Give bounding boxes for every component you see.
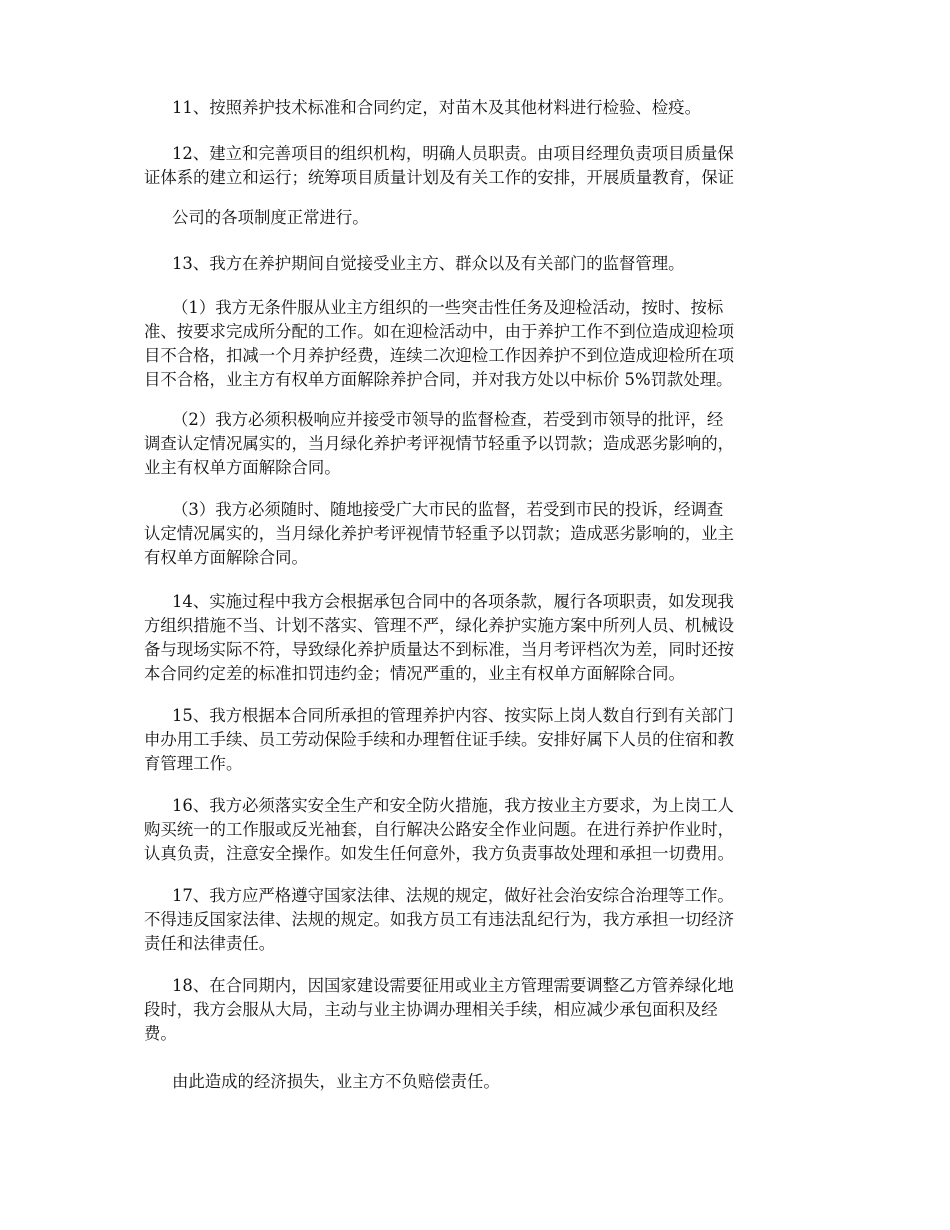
paragraph-17 — [144, 884, 824, 956]
text-line: 责任和法律责任。 — [144, 934, 276, 953]
paragraph-13-3 — [144, 498, 824, 570]
text-line: 11、按照养护技术标准和合同约定，对苗木及其他材料进行检验、检疫。 — [172, 98, 701, 117]
text-line: 12、建立和完善项目的组织机构，明确人员职责。由项目经理负责项目质量保 — [172, 144, 734, 163]
paragraph-13-2 — [144, 408, 824, 480]
text-line: 费。 — [144, 1024, 177, 1043]
text-line: 目不合格，业主方有权单方面解除养护合同，并对我方处以中标价 5%罚款处理。 — [144, 370, 733, 389]
text-line: 申办用工手续、员工劳动保险手续和办理暂住证手续。安排好属下人员的住宿和教 — [144, 730, 735, 749]
text-line: （3）我方必须随时、随地接受广大市民的监督，若受到市民的投诉，经调查 — [172, 500, 724, 519]
text-line: 育管理工作。 — [144, 754, 243, 773]
text-line: （2）我方必须积极响应并接受市领导的监督检查，若受到市领导的批评，经 — [172, 410, 724, 429]
text-line: 13、我方在养护期间自觉接受业主方、群众以及有关部门的监督管理。 — [172, 254, 685, 273]
text-line: 方组织措施不当、计划不落实、管理不严，绿化养护实施方案中所列人员、机械设 — [144, 616, 735, 635]
text-line: 认真负责，注意安全操作。如发生任何意外，我方负责事故处理和承担一切费用。 — [144, 844, 735, 863]
text-line: 17、我方应严格遵守国家法律、法规的规定，做好社会治安综合治理等工作。 — [172, 886, 734, 905]
text-line: 14、实施过程中我方会根据承包合同中的各项条款，履行各项职责，如发现我 — [172, 592, 734, 611]
paragraph-18 — [144, 974, 824, 1046]
closing-paragraph — [172, 1070, 812, 1094]
text-line: 购买统一的工作服或反光袖套，自行解决公路安全作业问题。在进行养护作业时， — [144, 820, 735, 839]
paragraph-14 — [144, 590, 824, 686]
paragraph-11 — [172, 96, 812, 120]
text-line: 本合同约定差的标准扣罚违约金；情况严重的，业主有权单方面解除合同。 — [144, 664, 685, 683]
text-line: 准、按要求完成所分配的工作。如在迎检活动中，由于养护工作不到位造成迎检项 — [144, 322, 735, 341]
text-line: （1）我方无条件服从业主方组织的一些突击性任务及迎检活动，按时、按标 — [172, 298, 724, 317]
paragraph-13 — [172, 252, 812, 276]
paragraph-12 — [144, 142, 824, 190]
text-line: 目不合格，扣减一个月养护经费，连续二次迎检工作因养护不到位造成迎检所在项 — [144, 346, 735, 365]
paragraph-12-cont — [172, 206, 812, 230]
text-line: 段时，我方会服从大局，主动与业主协调办理相关手续，相应减少承包面积及经 — [144, 1000, 718, 1019]
paragraph-16 — [144, 794, 824, 866]
text-line: 15、我方根据本合同所承担的管理养护内容、按实际上岗人数自行到有关部门 — [172, 706, 734, 725]
text-line: 由此造成的经济损失，业主方不负赔偿责任。 — [172, 1072, 500, 1091]
text-line: 18、在合同期内，因国家建设需要征用或业主方管理需要调整乙方管养绿化地 — [172, 976, 734, 995]
text-line: 证体系的建立和运行；统筹项目质量计划及有关工作的安排，开展质量教育，保证 — [144, 168, 735, 187]
text-line: 业主有权单方面解除合同。 — [144, 458, 341, 477]
paragraph-15 — [144, 704, 824, 776]
text-line: 公司的各项制度正常进行。 — [172, 208, 369, 227]
paragraph-13-1 — [144, 296, 824, 392]
text-line: 16、我方必须落实安全生产和安全防火措施，我方按业主方要求，为上岗工人 — [172, 796, 734, 815]
text-line: 调查认定情况属实的，当月绿化养护考评视情节轻重予以罚款；造成恶劣影响的， — [144, 434, 735, 453]
text-line: 备与现场实际不符，导致绿化养护质量达不到标准，当月考评档次为差，同时还按 — [144, 640, 735, 659]
text-line: 有权单方面解除合同。 — [144, 548, 308, 567]
text-line: 不得违反国家法律、法规的规定。如我方员工有违法乱纪行为，我方承担一切经济 — [144, 910, 735, 929]
text-line: 认定情况属实的，当月绿化养护考评视情节轻重予以罚款；造成恶劣影响的，业主 — [144, 524, 735, 543]
